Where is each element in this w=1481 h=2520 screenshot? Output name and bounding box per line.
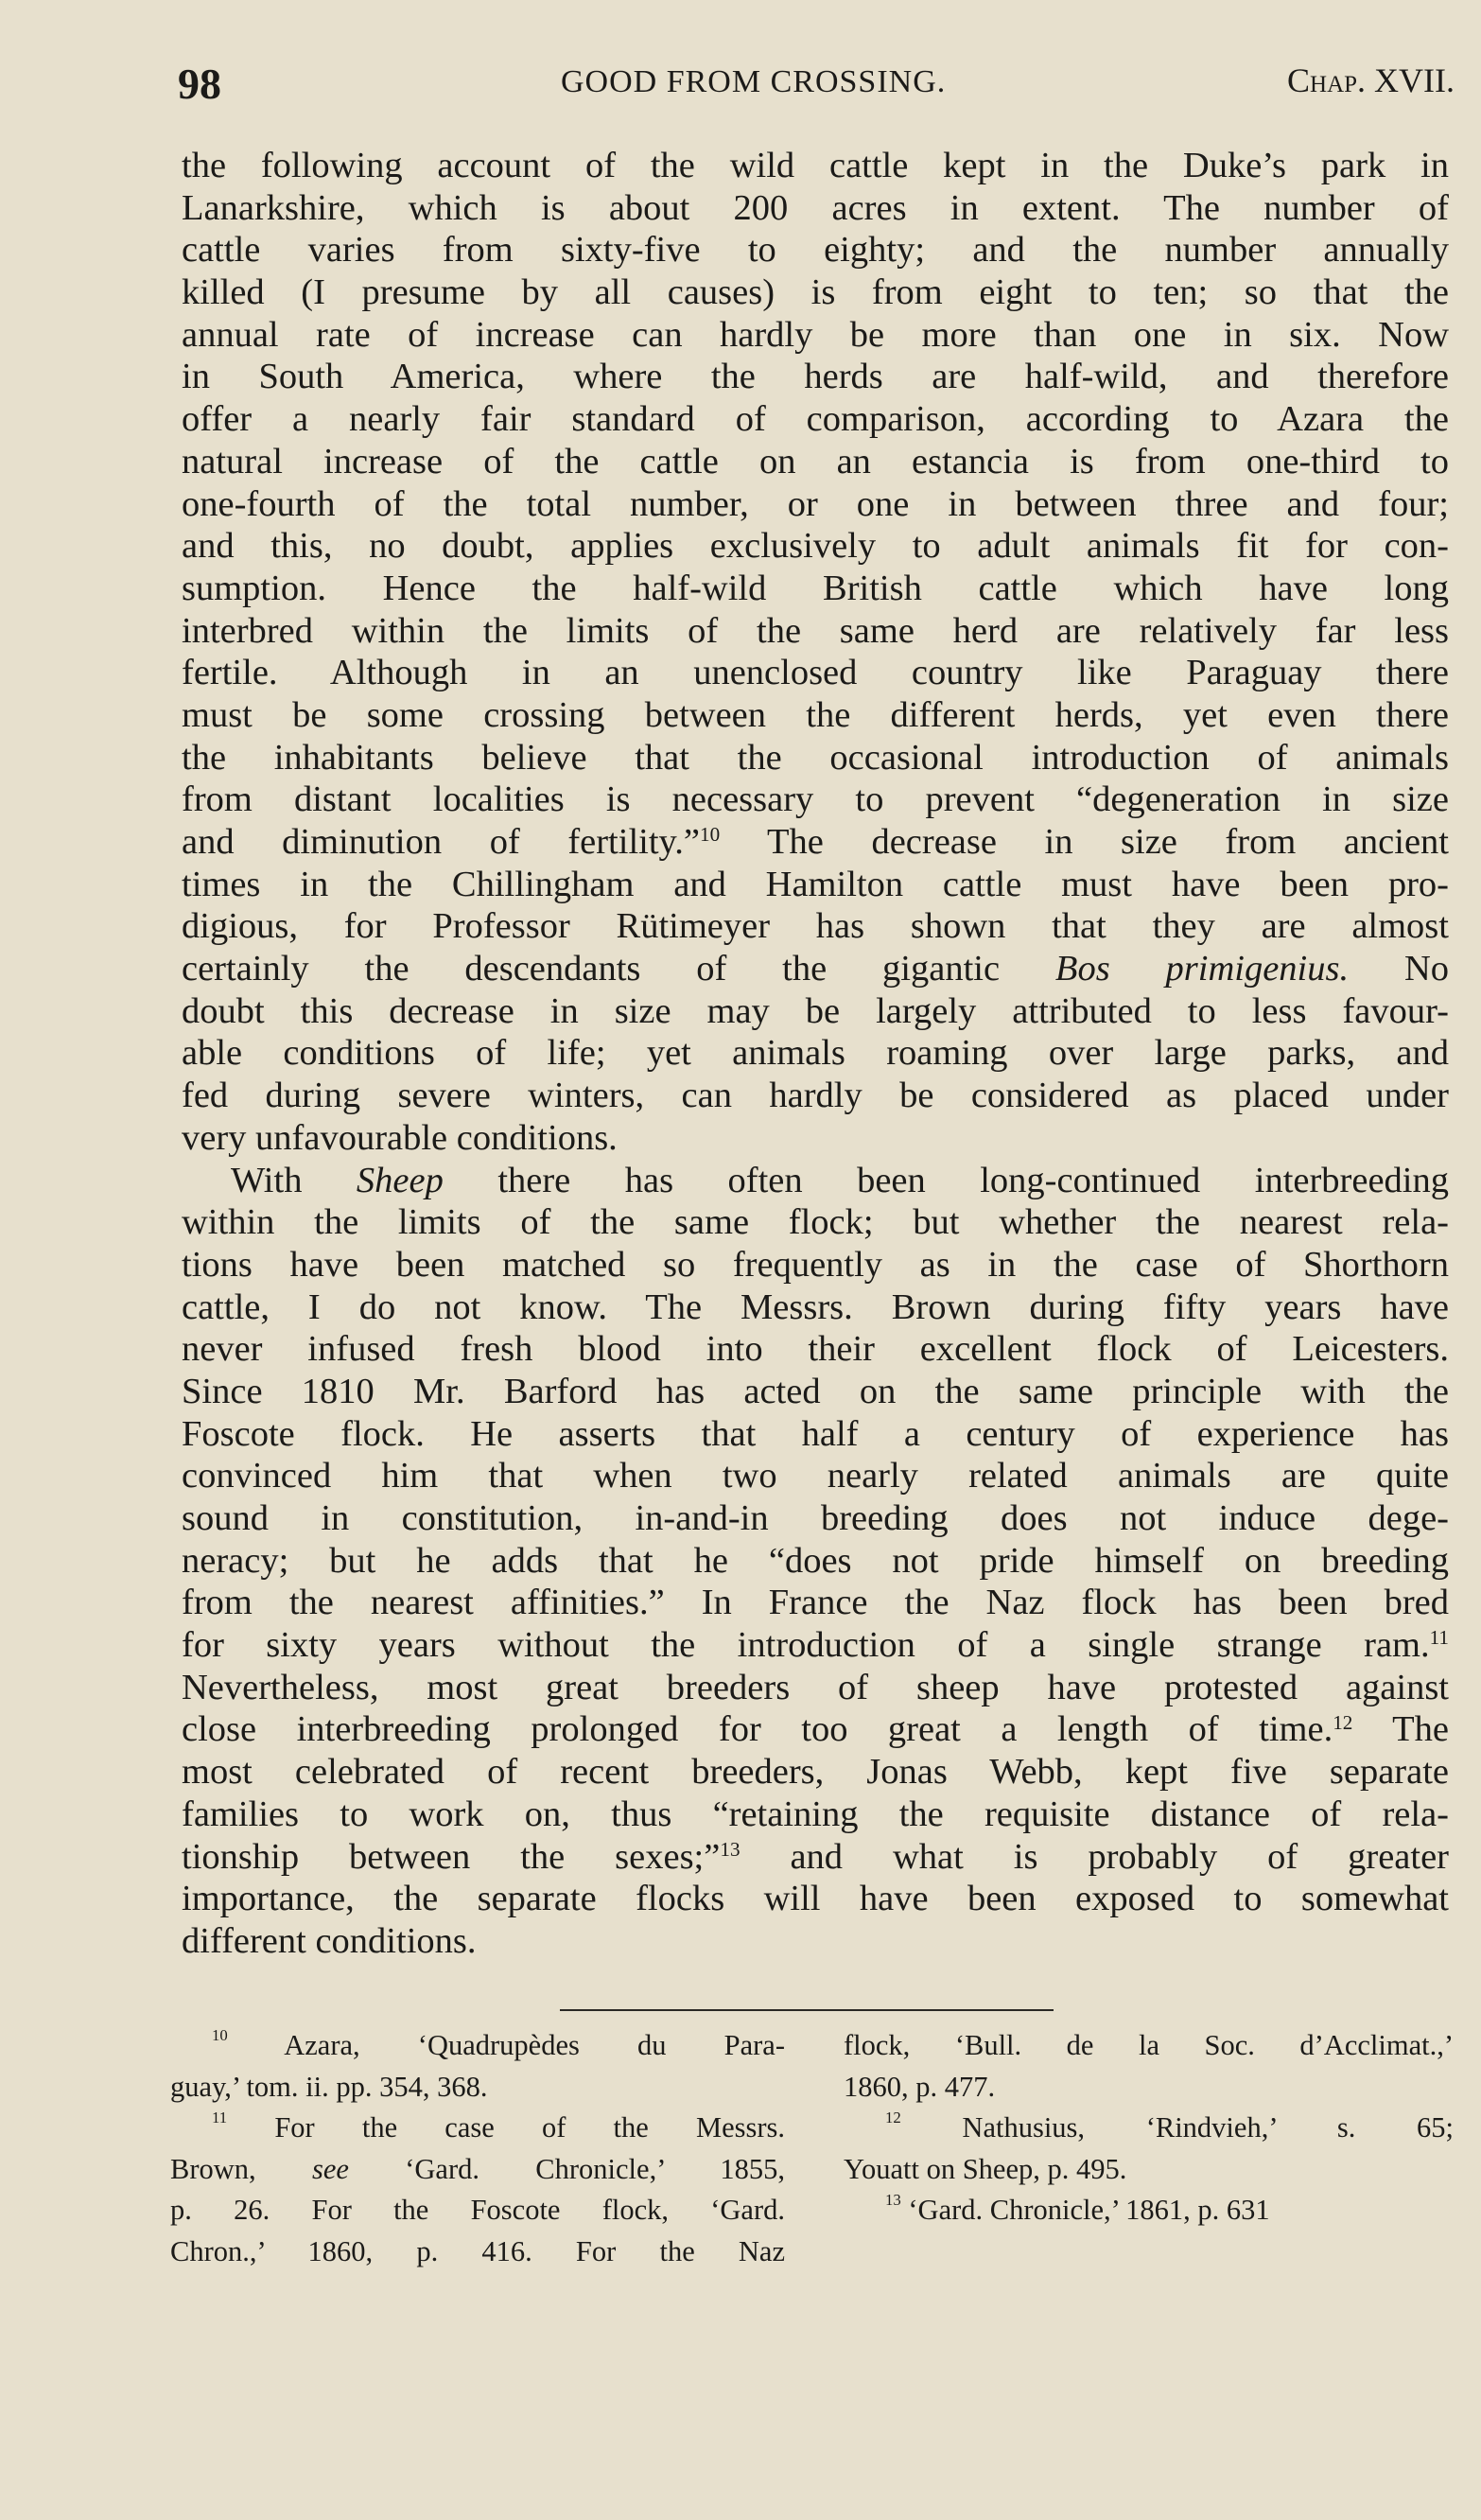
text-line: tions have been matched so frequently as in the case of Shorthorn	[182, 1244, 1449, 1285]
text-line: offer a nearly fair standard of comparison, according to Azara the	[182, 399, 1449, 440]
footnote-number: 13	[885, 2191, 901, 2210]
text-line: cattle, I do not know. The Messrs. Brown during fifty years have	[182, 1286, 1449, 1327]
text-line: most celebrated of recent breeders, Jonas Webb, kept five separate	[182, 1752, 1449, 1793]
text-run: ‘Gard. Chronicle,’ 1861, p. 631	[908, 2194, 1270, 2226]
text-line: never infused fresh blood into their excellent flock of Leicesters.	[182, 1329, 1449, 1370]
footnote-number: 10	[212, 2026, 228, 2045]
text-line: natural increase of the cattle on an estancia is from one-third to	[182, 441, 1449, 481]
footnote-line	[170, 2108, 785, 2149]
text-run: certainly the descendants of the gigantic	[182, 949, 1001, 989]
footnote-line: Youatt on Sheep, p. 495.	[844, 2152, 1127, 2185]
text-run: and what is probably of greater	[790, 1836, 1449, 1877]
text-run: With	[231, 1160, 303, 1200]
footnote-line	[844, 2190, 1454, 2231]
text-line	[182, 1160, 1449, 1202]
text-line: Nevertheless, most great breeders of sheep have protested against	[182, 1667, 1449, 1707]
text-line: the following account of the wild cattle kept in the Duke’s park in	[182, 146, 1449, 185]
text-line: different conditions.	[182, 1920, 477, 1961]
text-run: The decrease in size from ancient	[767, 822, 1449, 862]
text-line: the inhabitants believe that the occasional introduction of animals	[182, 737, 1449, 778]
text-line: doubt this decrease in size may be largely attributed to less favour-	[182, 990, 1449, 1031]
footnote-line: 1860, p. 477.	[844, 2070, 996, 2103]
italic-word: Sheep	[356, 1160, 444, 1200]
text-line	[182, 1624, 1449, 1667]
text-run: there has often been long-continued interbreeding	[497, 1160, 1450, 1200]
text-line	[182, 821, 1449, 864]
text-line: sound in constitution, in-and-in breeding does not induce dege-	[182, 1498, 1449, 1538]
footnote-line: flock, ‘Bull. de la Soc. d’Acclimat.,’	[844, 2029, 1454, 2061]
page-number: 98	[178, 60, 221, 108]
text-line: within the limits of the same flock; but whether the nearest rela-	[182, 1202, 1449, 1243]
footnote-ref[interactable]: 11	[1429, 1626, 1449, 1650]
chapter-label: Chap. XVII.	[1287, 61, 1455, 99]
text-line: sumption. Hence the half-wild British cattle which have long	[182, 568, 1449, 608]
text-line	[182, 948, 1449, 990]
footnote-divider	[560, 2009, 1054, 2011]
text-line: Lanarkshire, which is about 200 acres in extent. The number of	[182, 187, 1449, 228]
text-line: and this, no doubt, applies exclusively to adult animals fit for con-	[182, 526, 1449, 567]
footnote-line	[844, 2108, 1454, 2149]
text-line: digious, for Professor Rütimeyer has shown that they are almost	[182, 906, 1449, 947]
text-line: killed (I presume by all causes) is from eight to ten; so that the	[182, 272, 1449, 313]
text-run: tionship between the sexes;”	[182, 1836, 721, 1877]
body-text	[182, 145, 1449, 1963]
footnote-line	[170, 2149, 785, 2191]
footnote-ref[interactable]: 10	[700, 823, 721, 847]
text-run: for sixty years without the introduction of a single strange ram.	[182, 1625, 1430, 1666]
text-line: one-fourth of the total number, or one in between three and four;	[182, 483, 1449, 524]
text-line: Foscote flock. He asserts that half a century of experience has	[182, 1413, 1449, 1454]
text-line: from distant localities is necessary to prevent “degeneration in size	[182, 779, 1449, 820]
text-line: Since 1810 Mr. Barford has acted on the same principle with the	[182, 1371, 1449, 1411]
footnote-number: 11	[212, 2109, 228, 2127]
text-line: families to work on, thus “retaining the requisite distance of rela-	[182, 1794, 1449, 1834]
text-line: cattle varies from sixty-five to eighty; and the number annually	[182, 230, 1449, 271]
text-line	[182, 1708, 1449, 1751]
text-line: annual rate of increase can hardly be more than one in six. Now	[182, 314, 1449, 355]
footnote-line: p. 26. For the Foscote flock, ‘Gard.	[170, 2194, 785, 2226]
text-line: convinced him that when two nearly related animals are quite	[182, 1456, 1449, 1496]
footnote-ref[interactable]: 13	[720, 1837, 740, 1861]
text-run: The	[1392, 1709, 1449, 1750]
text-run: and diminution of fertility.”	[182, 822, 700, 862]
text-line: neracy; but he adds that he “does not pride himself on breeding	[182, 1540, 1449, 1581]
text-run: No	[1403, 949, 1449, 989]
text-run: For the case of the Messrs.	[274, 2111, 786, 2144]
footnote-line: Chron.,’ 1860, p. 416. For the Naz	[170, 2234, 785, 2267]
running-title: GOOD FROM CROSSING.	[561, 64, 947, 99]
text-line: in South America, where the herds are half-wild, and therefore	[182, 357, 1449, 397]
text-line: able conditions of life; yet animals roaming over large parks, and	[182, 1033, 1449, 1074]
text-line: times in the Chillingham and Hamilton cattle must have been pro-	[182, 864, 1449, 904]
text-line: fed during severe winters, can hardly be considered as placed under	[182, 1076, 1449, 1116]
text-line: from the nearest affinities.” In France the Naz flock has been bred	[182, 1583, 1449, 1623]
text-line	[182, 1836, 1449, 1879]
footnote-ref[interactable]: 12	[1333, 1710, 1353, 1734]
italic-species-name: Bos primigenius.	[1054, 949, 1350, 989]
text-run: close interbreeding prolonged for too great a length of time.	[182, 1709, 1333, 1750]
text-line: fertile. Although in an unenclosed country like Paraguay there	[182, 653, 1449, 693]
text-run: ‘Gard. Chronicle,’ 1855,	[405, 2152, 786, 2185]
text-line: interbred within the limits of the same herd are relatively far less	[182, 610, 1449, 651]
footnotes-right-column	[844, 2025, 1454, 2231]
text-run: Azara, ‘Quadrupèdes du Para-	[284, 2029, 785, 2061]
text-line: must be some crossing between the different herds, yet even there	[182, 694, 1449, 735]
italic-word: see	[311, 2152, 349, 2185]
footnotes-left-column	[170, 2025, 785, 2272]
footnote-line	[170, 2025, 785, 2067]
footnote-line: guay,’ tom. ii. pp. 354, 368.	[170, 2070, 488, 2103]
running-header	[178, 59, 1455, 115]
text-run: Nathusius, ‘Rindvieh,’ s. 65;	[962, 2111, 1454, 2144]
footnote-number: 12	[885, 2109, 901, 2127]
text-line: very unfavourable conditions.	[182, 1117, 618, 1158]
text-run: Brown,	[170, 2152, 256, 2185]
text-line: importance, the separate flocks will have been exposed to somewhat	[182, 1879, 1449, 1919]
